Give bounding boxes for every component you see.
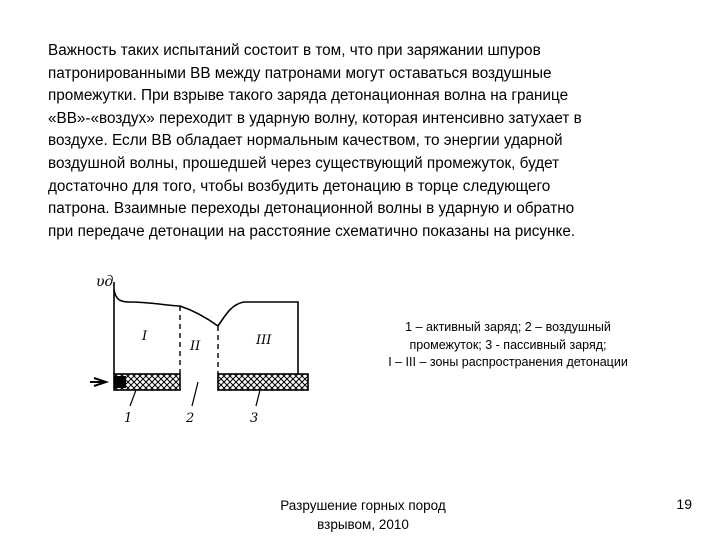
zone-label-i: I xyxy=(142,329,148,344)
part-label-2: 2 xyxy=(186,411,195,426)
text-line: патрона. Взаимные переходы детонационной волны в ударную и обратно xyxy=(48,200,575,218)
footer-line: Разрушение горных пород xyxy=(280,498,446,513)
caption-line: I – III – зоны распространения детонации xyxy=(388,355,628,369)
body-paragraph xyxy=(48,40,688,243)
text-line: при передаче детонации на расстояние схематично показаны на рисунке. xyxy=(48,222,576,240)
leader-line xyxy=(192,382,198,406)
text-line: достаточно для того, чтобы возбудить детонацию в торце следующего xyxy=(48,177,551,195)
text-line: промежутки. При взрыве такого заряда детонационная волна на границе xyxy=(48,87,569,105)
zone-label-ii: II xyxy=(190,339,201,354)
caption-line: промежуток; 3 - пассивный заряд; xyxy=(409,337,607,352)
footer-line: взрывом, 2010 xyxy=(317,517,409,532)
axis-label: υд xyxy=(96,274,114,290)
text-line: воздушной волны, прошедшей через существующий промежуток, будет xyxy=(48,154,560,172)
text-line: Важность таких испытаний состоит в том, что при заряжании шпуров xyxy=(48,42,541,59)
figure-caption xyxy=(366,319,650,372)
text-line: патронированными ВВ между патронами могут оставаться воздушные xyxy=(48,64,552,82)
detonation-diagram xyxy=(80,262,340,432)
footer-source xyxy=(258,496,468,534)
zone-label-iii: III xyxy=(256,333,272,348)
part-label-1: 1 xyxy=(124,411,133,426)
caption-line: 1 – активный заряд; 2 – воздушный xyxy=(405,320,611,334)
text-line: «ВВ»-«воздух» переходит в ударную волну, которая интенсивно затухает в xyxy=(48,109,582,127)
detonator-arrow-icon xyxy=(90,378,106,386)
passive-charge xyxy=(218,374,308,390)
part-label-3: 3 xyxy=(250,411,259,426)
leader-line xyxy=(130,390,136,406)
text-line: воздухе. Если ВВ обладает нормальным качеством, то энергии ударной xyxy=(48,132,563,150)
page-number: 19 xyxy=(676,496,692,512)
primer-block xyxy=(114,376,126,388)
leader-line xyxy=(256,390,260,406)
